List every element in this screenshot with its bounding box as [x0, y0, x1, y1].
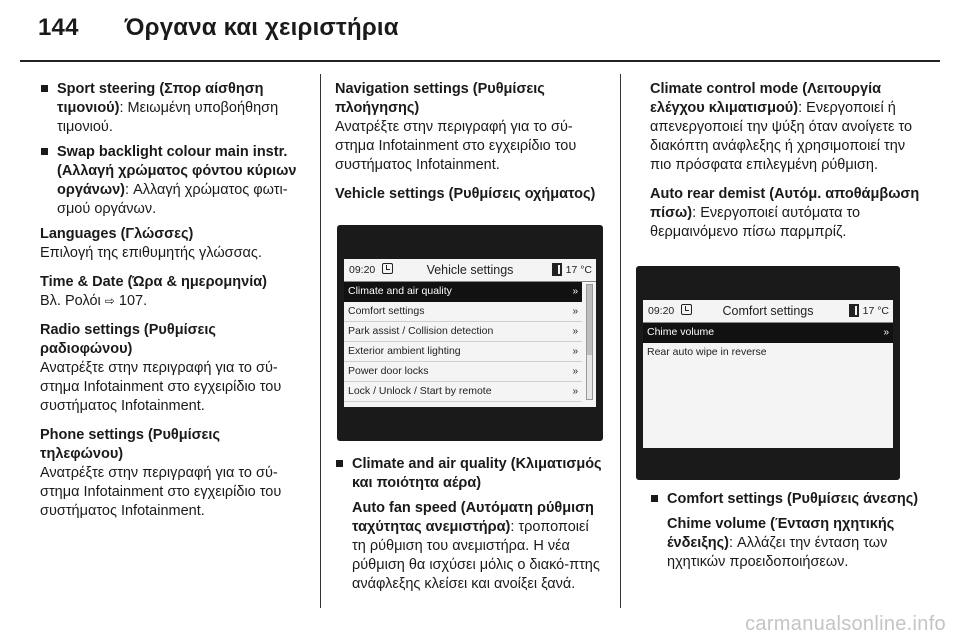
- languages-section: [40, 225, 302, 263]
- climate-mode-entry: [650, 80, 920, 175]
- radio-settings-text: Ανατρέξτε στην περιγραφή για το σύ-στημα Infotainment στο εγχειρίδιο του συστήματος Infotainment.: [40, 360, 282, 414]
- languages-text: Επιλογή της επιθυμητής γλώσσας.: [40, 245, 262, 261]
- chevron-right-icon: »: [572, 326, 578, 337]
- bullet-sport-steering: [40, 80, 302, 137]
- chevron-right-icon: »: [572, 386, 578, 397]
- rear-demist-title: Auto rear demist (Αυτόμ. αποθάμβωση πίσω): [650, 186, 920, 221]
- clock-time: 09:20: [349, 264, 376, 276]
- bullet-comfort: [650, 490, 920, 572]
- bullet-icon: [41, 148, 48, 155]
- swap-backlight-text: : Αλλαγή χρώματος φωτι-σμού οργάνων.: [57, 182, 288, 217]
- menu-item-label: Lock / Unlock / Start by remote: [348, 385, 492, 397]
- auto-fan-entry: [352, 499, 603, 594]
- vehicle-settings-screen: [337, 225, 603, 441]
- menu-item-remote-lock[interactable]: [344, 382, 582, 402]
- rear-demist-entry: [650, 185, 920, 242]
- languages-title: Languages (Γλώσσες): [40, 226, 194, 242]
- time-date-ref-post: 107.: [114, 293, 148, 309]
- time-date-section: [40, 273, 302, 311]
- phone-settings-section: [40, 426, 302, 521]
- climate-mode-title: Climate control mode (Λειτουργία ελέγχου κλιματισμού): [650, 81, 882, 116]
- menu-item-label: Exterior ambient lighting: [348, 345, 461, 357]
- screen-title: Vehicle settings: [426, 263, 514, 277]
- menu-item-door-locks[interactable]: [344, 362, 582, 382]
- chevron-right-icon: »: [572, 346, 578, 357]
- scrollbar-thumb[interactable]: [587, 285, 592, 355]
- phone-settings-text: Ανατρέξτε στην περιγραφή για το σύ-στημα Infotainment στο εγχειρίδιο του συστήματος Infotainment.: [40, 465, 282, 519]
- menu-item-label: Park assist / Collision detection: [348, 325, 494, 337]
- rear-demist-text: : Ενεργοποιεί αυτόματα το θερμαινόμενο πίσω παρμπρίζ.: [650, 205, 861, 240]
- auto-fan-text: : τροποποιεί τη ρύθμιση του ανεμιστήρα. Η νέα ρύθμιση θα ισχύσει μόλις ο διακό-πτης ανάφλεξης κλείσει και ανοίξει ξανά.: [352, 519, 600, 592]
- bullet-icon: [651, 495, 658, 502]
- menu-list: [643, 323, 893, 362]
- comfort-settings-panel: [643, 300, 893, 448]
- sport-steering-text: : Μειωμένη υποβοήθηση τιμονιού.: [57, 100, 279, 135]
- vehicle-settings-panel: [344, 259, 596, 407]
- menu-item-park-assist[interactable]: [344, 322, 582, 342]
- sport-steering-title: Sport steering (Σπορ αίσθηση τιμονιού): [57, 81, 264, 116]
- menu-item-label: Chime volume: [647, 326, 715, 338]
- menu-item-label: Power door locks: [348, 365, 429, 377]
- outside-temperature: 17 °C: [565, 264, 592, 276]
- menu-item-chime-volume[interactable]: [643, 323, 893, 343]
- menu-item-climate[interactable]: [344, 282, 582, 302]
- bullet-icon: [41, 85, 48, 92]
- header-rule: [20, 60, 940, 62]
- climate-title: Climate and air quality (Κλιματισμός και ποιότητα αέρα): [352, 456, 602, 491]
- screen-title: Comfort settings: [722, 304, 814, 318]
- radio-settings-title: Radio settings (Ρυθμίσεις ραδιοφώνου): [40, 322, 216, 357]
- status-bar: [643, 300, 893, 323]
- auto-fan-title: Auto fan speed (Αυτόματη ρύθμιση ταχύτητας ανεμιστήρα): [352, 500, 594, 535]
- chevron-right-icon: »: [572, 306, 578, 317]
- menu-item-label: Rear auto wipe in reverse: [647, 346, 767, 358]
- page-number: 144: [38, 14, 79, 41]
- climate-mode-text: : Ενεργοποιεί ή απενεργοποιεί την ψύξη όταν ανοίγετε το διακόπτη ανάφλεξης ή χρησιμοποιεί την πιο πρόσφατα επιλεγμένη ρύθμιση.: [650, 100, 913, 173]
- column-divider-1: [320, 74, 321, 608]
- navigation-settings-title: Navigation settings (Ρυθμίσεις πλοήγησης): [335, 81, 545, 116]
- column-3-lower: [650, 490, 920, 578]
- chevron-right-icon: »: [572, 366, 578, 377]
- menu-item-label: Climate and air quality: [348, 285, 452, 297]
- menu-item-comfort[interactable]: [344, 302, 582, 322]
- clock-time: 09:20: [648, 305, 675, 317]
- radio-settings-section: [40, 321, 302, 416]
- column-1: [40, 80, 302, 531]
- menu-item-label: Comfort settings: [348, 305, 425, 317]
- swap-backlight-title: Swap backlight colour main instr. (Αλλαγή χρώματος φόντου κύριων οργάνων): [57, 144, 297, 198]
- time-date-text: [40, 292, 302, 311]
- navigation-settings-text: Ανατρέξτε στην περιγραφή για το σύ-στημα Infotainment στο εγχειρίδιο του συστήματος Infotainment.: [335, 119, 577, 173]
- column-3: [650, 80, 920, 242]
- navigation-settings-section: [335, 80, 603, 175]
- bullet-climate: [335, 455, 603, 594]
- time-date-ref-pre: Βλ. Ρολόι: [40, 293, 105, 309]
- comfort-settings-screen: [636, 266, 900, 480]
- bullet-icon: [336, 460, 343, 467]
- thermometer-icon: [849, 304, 859, 317]
- page-header: [38, 14, 399, 42]
- chevron-right-icon: »: [883, 327, 889, 338]
- status-bar: [344, 259, 596, 282]
- comfort-title: Comfort settings (Ρυθμίσεις άνεσης): [667, 491, 919, 507]
- watermark: carmanualsonline.info: [745, 613, 946, 635]
- chime-title: Chime volume (Ένταση ηχητικής ένδειξης): [667, 516, 895, 551]
- outside-temperature: 17 °C: [862, 305, 889, 317]
- column-divider-2: [620, 74, 621, 608]
- cross-reference-arrow-icon: ⇨: [104, 294, 115, 308]
- bullet-swap-backlight: [40, 143, 302, 219]
- thermometer-icon: [552, 263, 562, 276]
- time-date-title: Time & Date (Ώρα & ημερομηνία): [40, 274, 267, 290]
- menu-item-rear-wipe[interactable]: [643, 343, 893, 362]
- column-2: [335, 80, 603, 204]
- chime-entry: [667, 515, 920, 572]
- phone-settings-title: Phone settings (Ρυθμίσεις τηλεφώνου): [40, 427, 221, 462]
- chevron-right-icon: »: [572, 286, 578, 297]
- menu-list: [344, 282, 582, 402]
- menu-scrollbar[interactable]: [586, 284, 593, 400]
- page-title: Όργανα και χειριστήρια: [124, 14, 399, 41]
- menu-item-ambient-lighting[interactable]: [344, 342, 582, 362]
- column-2-lower: [335, 455, 603, 600]
- vehicle-settings-title: Vehicle settings (Ρυθμίσεις οχήματος): [335, 186, 596, 202]
- chime-text: : Αλλάζει την ένταση των ηχητικών προειδοποιήσεων.: [667, 535, 888, 570]
